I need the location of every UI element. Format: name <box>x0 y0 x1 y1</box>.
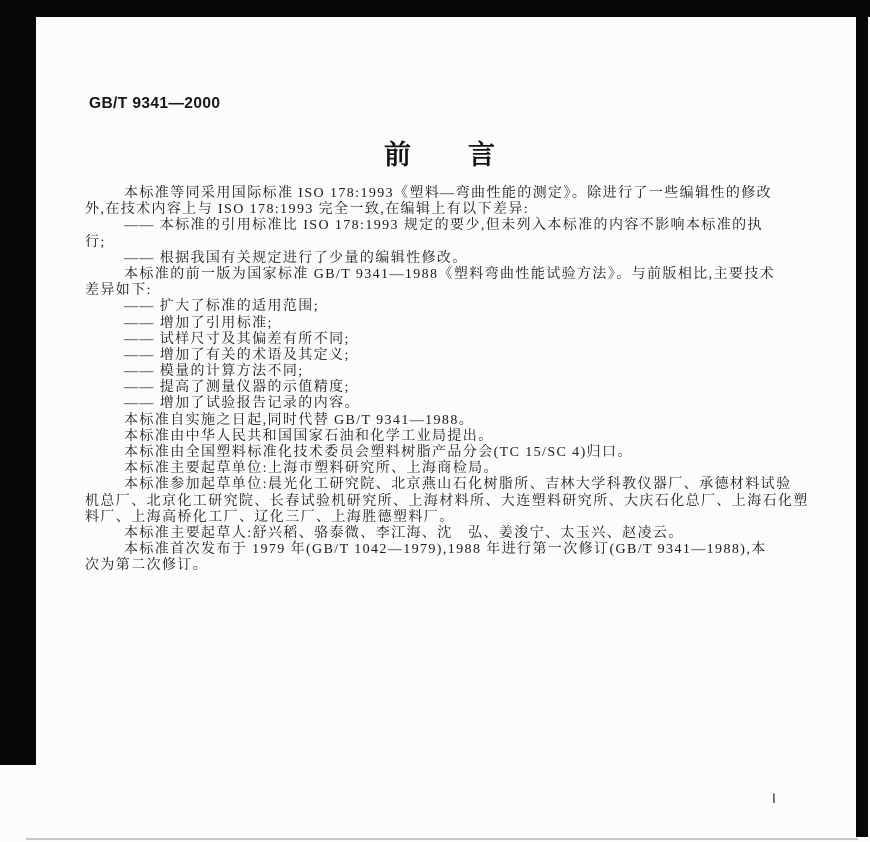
standard-number: GB/T 9341—2000 <box>89 95 221 112</box>
body-line: —— 增加了试验报告记录的内容。 <box>124 396 360 412</box>
body-line: 料厂、上海高桥化工厂、辽化三厂、上海胜德塑料厂。 <box>85 509 455 525</box>
body-line: 本标准首次发布于 1979 年(GB/T 1042—1979),1988 年进行第一次修订(GB/T 9341—1988),本 <box>124 542 767 558</box>
body-line: 本标准等同采用国际标准 ISO 178:1993《塑料—弯曲性能的测定》。除进行了一些编辑性的修改 <box>124 186 773 201</box>
body-line: 本标准参加起草单位:晨光化工研究院、北京燕山石化树脂所、吉林大学科教仪器厂、承德材料试验 <box>124 477 792 493</box>
foreword-title: 前 言 <box>384 140 496 170</box>
body-line: —— 提高了测量仪器的示值精度; <box>124 380 350 396</box>
body-line: 本标准由全国塑料标准化技术委员会塑料树脂产品分会(TC 15/SC 4)归口。 <box>124 445 633 460</box>
body-line: —— 增加了有关的术语及其定义; <box>124 347 350 363</box>
body-line: 机总厂、北京化工研究院、长春试验机研究所、上海材料所、大连塑料研究所、大庆石化总厂、上海石化塑 <box>85 493 809 509</box>
body-line: 差异如下: <box>85 283 152 299</box>
body-line: —— 扩大了标准的适用范围; <box>124 299 319 315</box>
body-line: —— 模量的计算方法不同; <box>124 364 304 380</box>
body-line: —— 本标准的引用标准比 ISO 178:1993 规定的要少,但未列入本标准的内容不影响本标准的执 <box>124 218 763 234</box>
body-line: 本标准自实施之日起,同时代替 GB/T 9341—1988。 <box>124 412 475 428</box>
body-line: 行; <box>85 234 106 250</box>
body-line: —— 试样尺寸及其偏差有所不同; <box>124 331 350 347</box>
scan-border-top <box>0 0 870 17</box>
scan-border-left <box>0 0 36 765</box>
body-line: 外,在技术内容上与 ISO 178:1993 完全一致,在编辑上有以下差异: <box>85 202 530 218</box>
foreword-body <box>85 186 809 575</box>
body-line: —— 增加了引用标准; <box>124 315 273 331</box>
body-line: 本标准由中华人民共和国国家石油和化学工业局提出。 <box>124 428 494 444</box>
scan-border-bottom <box>26 838 858 840</box>
body-line: 本标准主要起草人:舒兴稻、骆泰微、李江海、沈 弘、姜浚宁、太玉兴、赵凌云。 <box>124 525 684 541</box>
body-line: 次为第二次修订。 <box>85 558 209 574</box>
body-line: 本标准主要起草单位:上海市塑料研究所、上海商检局。 <box>124 461 499 477</box>
body-line: —— 根据我国有关规定进行了少量的编辑性修改。 <box>124 250 468 266</box>
body-line: 本标准的前一版为国家标准 GB/T 9341—1988《塑料弯曲性能试验方法》。与前版相比,主要技术 <box>124 266 776 282</box>
scan-border-right <box>856 0 868 837</box>
page-number: Ⅰ <box>772 791 776 806</box>
